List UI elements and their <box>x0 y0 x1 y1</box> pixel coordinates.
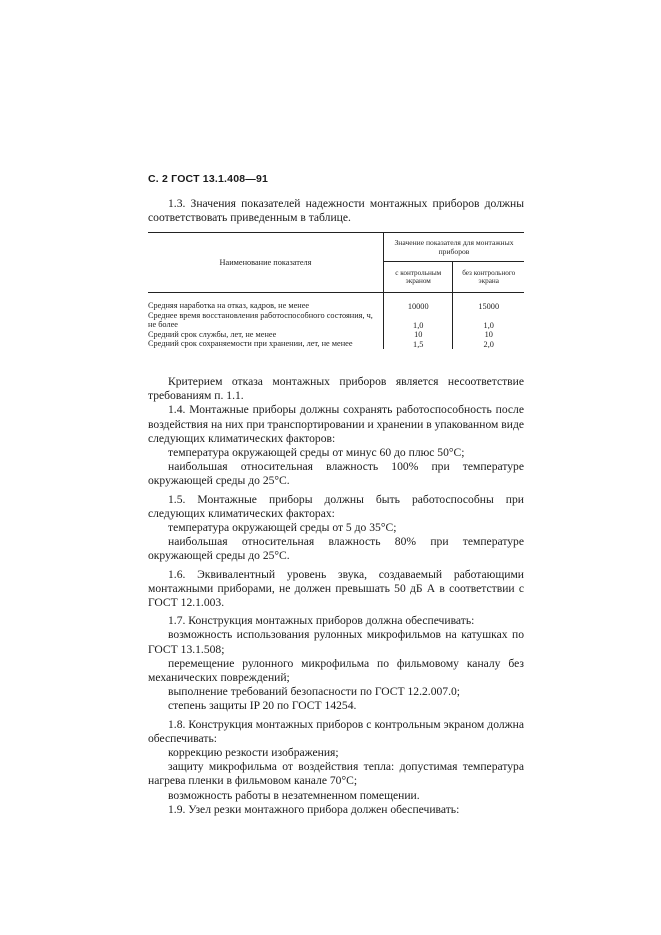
body-paragraph: степень защиты IP 20 по ГОСТ 14254. <box>168 699 357 713</box>
intro-paragraph <box>148 197 524 225</box>
body-paragraph: 1.7. Конструкция монтажных приборов должна обеспечивать: <box>168 614 475 628</box>
body-paragraph: наибольшая относительная влажность 80% при температуре окружающей среды до 25°С. <box>148 535 524 563</box>
body-paragraph: возможность использования рулонных микрофильмов на катушках по ГОСТ 13.1.508; <box>148 628 524 656</box>
body-text <box>148 375 524 817</box>
body-paragraph: температура окружающей среды от минус 60 до плюс 50°С; <box>168 446 465 460</box>
body-paragraph: защиту микрофильма от воздействия тепла: допустимая температура нагрева пленки в фильмовом канале 70°С; <box>148 760 524 788</box>
table-row <box>148 301 524 311</box>
row-name: Средний срок службы, лет, не менее <box>148 329 277 339</box>
table-header-without-screen: без контрольного экрана <box>453 262 524 293</box>
table-row <box>148 330 524 340</box>
row-value-with-screen: 1,0 <box>384 311 453 330</box>
body-paragraph: коррекцию резкости изображения; <box>168 746 339 760</box>
body-paragraph: выполнение требований безопасности по ГОСТ 12.2.007.0; <box>168 685 461 699</box>
table-row <box>148 311 524 330</box>
row-name: Средняя наработка на отказ, кадров, не менее <box>148 301 310 310</box>
table-header-name: Наименование показателя <box>148 233 384 293</box>
body-paragraph: перемещение рулонного микрофильма по фильмовому каналу без механических повреждений; <box>148 656 524 685</box>
row-name: Среднее время восстановления работоспособного состояния, ч, не более <box>148 310 373 329</box>
body-paragraph: 1.5. Монтажные приборы должны быть работоспособны при следующих климатических факторах: <box>148 492 524 520</box>
row-value-without-screen: 2,0 <box>453 339 524 349</box>
table-header-with-screen: с контрольным экраном <box>384 262 453 293</box>
body-paragraph: 1.9. Узел резки монтажного прибора должен обеспечивать: <box>168 802 460 816</box>
page-header: С. 2 ГОСТ 13.1.408—91 <box>148 173 269 185</box>
body-paragraph: возможность работы в незатемненном помещении. <box>168 788 420 802</box>
table-header-group: Значение показателя для монтажных приборов <box>384 233 525 262</box>
row-value-without-screen: 15000 <box>453 301 524 311</box>
body-paragraph: 1.8. Конструкция монтажных приборов с контрольным экраном должна обеспечивать: <box>148 717 524 745</box>
body-paragraph: температура окружающей среды от 5 до 35°С; <box>168 521 397 535</box>
body-paragraph: 1.6. Эквивалентный уровень звука, создаваемый работающими монтажными приборами, не должен превышать 50 дБ А в соответствии с ГОСТ 12.1.003. <box>148 567 524 610</box>
row-value-without-screen: 10 <box>453 330 524 340</box>
body-paragraph: наибольшая относительная влажность 100% при температуре окружающей среды до 25°С. <box>148 460 524 488</box>
row-name: Средний срок сохраняемости при хранении, лет, не менее <box>148 339 353 348</box>
row-value-without-screen: 1,0 <box>453 311 524 330</box>
row-value-with-screen: 10000 <box>384 301 453 311</box>
body-paragraph: Критерием отказа монтажных приборов является несоответствие требованиям п. 1.1. <box>148 375 524 403</box>
reliability-table <box>148 232 524 349</box>
intro-text: 1.3. Значения показателей надежности монтажных приборов должны соответствовать приведенным в таблице. <box>148 197 524 224</box>
body-paragraph: 1.4. Монтажные приборы должны сохранять работоспособность после воздействия на них при транспортировании и хранении в упакованном виде следующих климатических факторов: <box>148 403 524 445</box>
row-value-with-screen: 10 <box>384 330 453 340</box>
table-row <box>148 339 524 349</box>
row-value-with-screen: 1,5 <box>384 339 453 349</box>
